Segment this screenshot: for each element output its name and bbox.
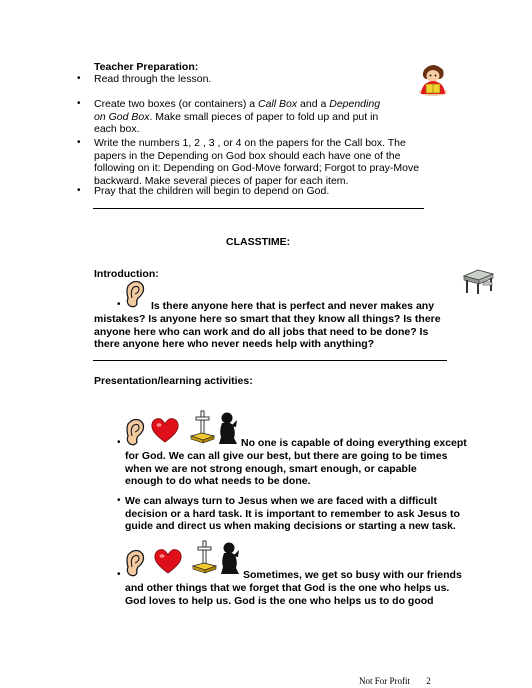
divider	[93, 208, 424, 209]
introduction-heading: Introduction:	[94, 268, 159, 280]
ear-icon	[124, 279, 146, 309]
item-2-part-a: Create two boxes (or containers) a	[94, 98, 258, 110]
bullet-dot: •	[77, 98, 81, 109]
heart-icon	[150, 417, 180, 443]
footer-text: Not For Profit	[359, 676, 411, 686]
bullet-dot: •	[117, 437, 121, 448]
teacher-prep-heading: Teacher Preparation:	[94, 61, 199, 73]
bullet-dot: •	[77, 73, 81, 84]
bullet-dot: •	[117, 299, 121, 310]
bullet-dot: •	[77, 137, 81, 148]
item-3-text: and other things that we forget that God is the one who helps us. God loves to help us. God is the one who helps us to do good	[125, 582, 450, 607]
presentation-heading: Presentation/learning activities:	[94, 375, 253, 387]
intro-question-first-line: Is there anyone here that is perfect and never makes any	[151, 300, 435, 312]
call-box-name: Call Box	[258, 98, 298, 110]
divider	[93, 360, 447, 361]
heart-icon	[153, 548, 183, 574]
item-2-part-b: and a	[297, 98, 330, 110]
ear-icon	[124, 417, 146, 447]
classtime-heading: CLASSTIME:	[226, 236, 291, 248]
praying-child-icon	[216, 411, 240, 445]
item-2-part-c: . Make small pieces of paper to fold up and put in each box.	[94, 110, 379, 135]
page-number: 2	[426, 676, 431, 686]
teacher-prep-item-4: Pray that the children will begin to depend on God.	[94, 185, 330, 197]
school-desk-icon	[461, 265, 495, 295]
teacher-prep-item-2	[94, 98, 394, 136]
item-1-first-line: No one is capable of doing everything except	[241, 437, 467, 449]
bullet-dot: •	[77, 185, 81, 196]
teacher-prep-item-1: Read through the lesson.	[94, 73, 212, 85]
item-3-first-line: Sometimes, we get so busy with our friends	[243, 569, 462, 581]
cross-bible-icon	[192, 540, 218, 574]
praying-child-icon	[218, 541, 242, 575]
cross-bible-icon	[190, 410, 216, 444]
depending-box-name: Depending on God Box	[94, 98, 381, 123]
reading-child-icon	[413, 62, 453, 98]
footer-notice	[359, 676, 431, 687]
bullet-dot: •	[117, 569, 121, 580]
intro-question-text: mistakes? Is anyone here so smart that they know all things? Is there anyone here who can work and do all jobs that need to be done? Is there anyone here who never needs help with anything?	[94, 313, 441, 350]
item-2-text: We can always turn to Jesus when we are faced with a difficult decision or a hard task. It is important to remember to ask Jesus to guide and direct us when making decisions or starting a new task.	[125, 495, 460, 532]
ear-icon	[124, 548, 146, 578]
bullet-dot: •	[117, 495, 121, 506]
teacher-prep-item-3: Write the numbers 1, 2 , 3 , or 4 on the papers for the Call box. The papers in the Depending on God box should each have one of the following on it: Depending on God-Move forward; Forgot to pray-Move backward. Make several pieces of paper for each item.	[94, 137, 420, 187]
item-1-text: for God. We can all give our best, but there are going to be times when we are not strong enough, smart enough, or capable enough to do what needs to be done.	[125, 450, 448, 487]
